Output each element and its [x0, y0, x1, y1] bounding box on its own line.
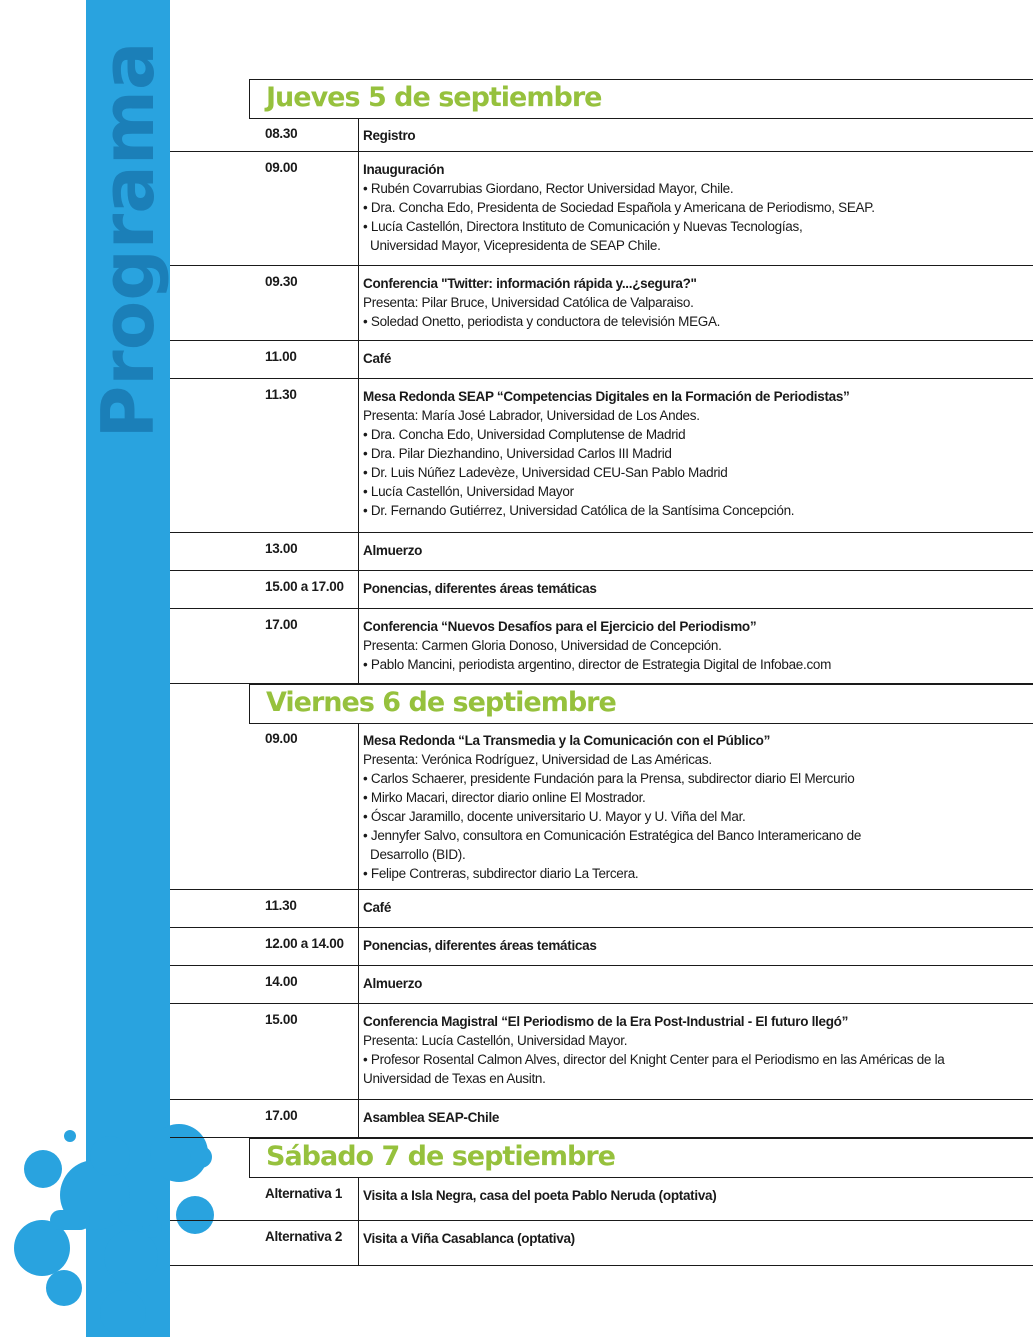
schedule-row — [170, 341, 1033, 379]
session-detail-line: • Lucía Castellón, Directora Instituto de Comunicación y Nuevas Tecnologías, — [363, 219, 803, 234]
session-time: 15.00 a 17.00 — [265, 579, 344, 594]
session-title: Café — [363, 351, 392, 366]
column-divider — [358, 571, 359, 608]
schedule-row — [170, 533, 1033, 571]
session-time: 11.00 — [265, 349, 297, 364]
session-content — [363, 1108, 1013, 1127]
session-content — [363, 274, 1013, 331]
session-detail-line: • Jennyfer Salvo, consultora en Comunicación Estratégica del Banco Interamericano de — [363, 828, 862, 843]
session-time: 13.00 — [265, 541, 298, 556]
session-detail-line: • Profesor Rosental Calmon Alves, director del Knight Center para el Periodismo en las Américas de la — [363, 1052, 945, 1067]
session-time: 09.30 — [265, 274, 298, 289]
session-time: 14.00 — [265, 974, 298, 989]
session-title: Visita a Viña Casablanca (optativa) — [363, 1231, 575, 1246]
schedule-row — [170, 723, 1033, 890]
column-divider — [358, 533, 359, 570]
column-divider — [358, 266, 359, 340]
session-time: Alternativa 1 — [265, 1186, 343, 1201]
session-content — [363, 731, 1013, 883]
session-title: Inauguración — [363, 162, 445, 177]
session-detail-line: • Dra. Concha Edo, Universidad Complutense de Madrid — [363, 427, 686, 442]
session-content — [363, 1186, 1013, 1205]
session-time: 11.30 — [265, 387, 297, 402]
session-content — [363, 1012, 1013, 1088]
column-divider — [358, 928, 359, 965]
column-divider — [358, 890, 359, 927]
session-detail-line: Presenta: Verónica Rodríguez, Universidad de Las Américas. — [363, 752, 712, 767]
schedule-row — [170, 890, 1033, 928]
session-time: 09.00 — [265, 731, 298, 746]
session-content — [363, 898, 1013, 917]
session-detail-line: • Carlos Schaerer, presidente Fundación para la Prensa, subdirector diario El Mercurio — [363, 771, 855, 786]
session-time: 15.00 — [265, 1012, 298, 1027]
session-title: Conferencia Magistral “El Periodismo de la Era Post-Industrial - El futuro llegó” — [363, 1014, 849, 1029]
session-content — [363, 617, 1013, 674]
session-detail-line: • Rubén Covarrubias Giordano, Rector Universidad Mayor, Chile. — [363, 181, 734, 196]
session-title: Almuerzo — [363, 976, 423, 991]
session-content — [363, 936, 1013, 955]
column-divider — [358, 1100, 359, 1137]
day-header — [249, 684, 1033, 724]
column-divider — [358, 1221, 359, 1265]
session-detail-line: • Mirko Macari, director diario online El Mostrador. — [363, 790, 646, 805]
session-detail-line: Presenta: María José Labrador, Universidad de Los Andes. — [363, 408, 700, 423]
column-divider — [358, 723, 359, 889]
session-title: Almuerzo — [363, 543, 423, 558]
day-header — [249, 79, 1033, 119]
session-title: Café — [363, 900, 392, 915]
schedule-row — [170, 966, 1033, 1004]
schedule-row — [170, 928, 1033, 966]
session-title: Mesa Redonda “La Transmedia y la Comunicación con el Público” — [363, 733, 771, 748]
session-title: Registro — [363, 128, 416, 143]
day-header — [249, 1138, 1033, 1178]
column-divider — [358, 1178, 359, 1220]
session-detail-line: • Lucía Castellón, Universidad Mayor — [363, 484, 574, 499]
session-time: 12.00 a 14.00 — [265, 936, 344, 951]
column-divider — [358, 966, 359, 1003]
session-title: Ponencias, diferentes áreas temáticas — [363, 938, 597, 953]
session-time: 11.30 — [265, 898, 297, 913]
session-content — [363, 1229, 1013, 1248]
session-detail-line: • Dra. Pilar Diezhandino, Universidad Carlos III Madrid — [363, 446, 672, 461]
schedule-row — [170, 152, 1033, 266]
session-time: 17.00 — [265, 617, 298, 632]
session-content — [363, 541, 1013, 560]
column-divider — [358, 379, 359, 532]
schedule-row — [170, 571, 1033, 609]
session-detail-line: Presenta: Lucía Castellón, Universidad Mayor. — [363, 1033, 628, 1048]
schedule-row — [170, 266, 1033, 341]
session-detail-line: • Pablo Mancini, periodista argentino, director de Estrategia Digital de Infobae.com — [363, 657, 832, 672]
session-detail-line: Desarrollo (BID). — [370, 847, 466, 862]
column-divider — [358, 1004, 359, 1099]
session-time: 09.00 — [265, 160, 298, 175]
session-detail-line: Presenta: Carmen Gloria Donoso, Universidad de Concepción. — [363, 638, 722, 653]
session-title: Conferencia "Twitter: información rápida y...¿segura?" — [363, 276, 697, 291]
session-time: Alternativa 2 — [265, 1229, 343, 1244]
session-content — [363, 974, 1013, 993]
session-title: Asamblea SEAP-Chile — [363, 1110, 500, 1125]
column-divider — [358, 341, 359, 378]
session-detail-line: • Dr. Fernando Gutiérrez, Universidad Católica de la Santísima Concepción. — [363, 503, 795, 518]
session-detail-line: • Felipe Contreras, subdirector diario La Tercera. — [363, 866, 639, 881]
session-detail-line: Universidad Mayor, Vicepresidenta de SEAP Chile. — [370, 238, 661, 253]
column-divider — [358, 118, 359, 151]
session-content — [363, 387, 1013, 520]
session-detail-line: • Óscar Jaramillo, docente universitario U. Mayor y U. Viña del Mar. — [363, 809, 746, 824]
session-detail-line: • Dr. Luis Núñez Ladevèze, Universidad CEU-San Pablo Madrid — [363, 465, 728, 480]
schedule-row — [170, 1100, 1033, 1138]
session-detail-line: • Soledad Onetto, periodista y conductora de televisión MEGA. — [363, 314, 721, 329]
schedule-row — [170, 609, 1033, 684]
session-title: Ponencias, diferentes áreas temáticas — [363, 581, 597, 596]
session-content — [363, 160, 1013, 255]
session-time: 17.00 — [265, 1108, 298, 1123]
schedule-row — [170, 1004, 1033, 1100]
session-content — [363, 126, 1013, 145]
session-detail-line: Universidad de Texas en Ausitn. — [363, 1071, 546, 1086]
session-content — [363, 349, 1013, 368]
schedule-row — [170, 1178, 1033, 1221]
session-content — [363, 579, 1013, 598]
schedule-row — [170, 118, 1033, 152]
session-title: Mesa Redonda SEAP “Competencias Digitales en la Formación de Periodistas” — [363, 389, 850, 404]
column-divider — [358, 152, 359, 265]
day-title: Sábado 7 de septiembre — [266, 1141, 615, 1172]
session-time: 08.30 — [265, 126, 298, 141]
session-title: Conferencia “Nuevos Desafíos para el Ejercicio del Periodismo” — [363, 619, 757, 634]
day-title: Jueves 5 de septiembre — [266, 82, 602, 113]
schedule-row — [170, 379, 1033, 533]
column-divider — [358, 609, 359, 683]
day-title: Viernes 6 de septiembre — [266, 687, 616, 718]
session-detail-line: • Dra. Concha Edo, Presidenta de Sociedad Española y Americana de Periodismo, SEAP. — [363, 200, 875, 215]
session-detail-line: Presenta: Pilar Bruce, Universidad Católica de Valparaiso. — [363, 295, 694, 310]
session-title: Visita a Isla Negra, casa del poeta Pablo Neruda (optativa) — [363, 1188, 717, 1203]
schedule-row — [170, 1221, 1033, 1266]
